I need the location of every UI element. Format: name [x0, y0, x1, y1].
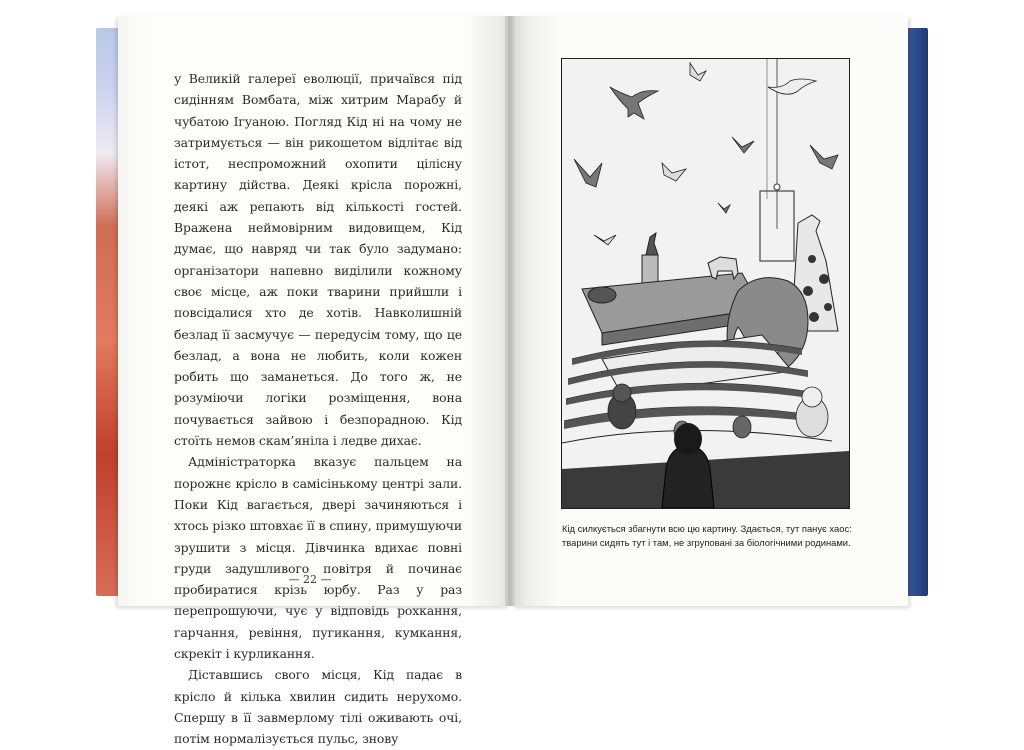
page-number: — 22 —	[288, 573, 332, 586]
illustration-frame	[561, 58, 850, 509]
auditorium-illustration	[562, 59, 849, 508]
paragraph-3: Діставшись свого місця, Кід падає в крісло й кілька хвилин сидить нерухомо. Спершу в її завмерлому тілі оживають очі, потім нормалізується пульс, знову	[174, 667, 462, 747]
illustration-caption: Кід силкується збагнути всю цю картину. Здається, тут панує хаос: тварини сидять тут і там, не згруповані за біологічними родинами.	[562, 523, 852, 548]
paragraph-1: у Великій галереї еволюції, причаївся під сидінням Вомбата, між хитрим Марабу й чубатою Ігуаною. Погляд Кід ні на чому не затримується — він рикошетом відлітає від істот, неспроможний охопити цілісну картину дійства. Деякі крісла порожні, деякі аж репають від кількості гостей. Вражена неймовірним видовищем, Кід думає, що навряд чи так було задумано: організатори напевно виділили кожному своє місце, аж поки тварини прийшли і повсідалися хто де хотів. Навколишній безлад її засмучує — передусім тому, що це безлад, а вона не любить, коли кожен робить що заманеться. До того ж, не розуміючи логіки розміщення, вона почувається зайвою і безпорадною. Кід стоїть немов скам’яніла і ледве дихає.	[174, 71, 462, 449]
book-gutter	[505, 16, 515, 606]
paragraph-2: Адміністраторка вказує пальцем на порожнє крісло в самісінькому центрі зали. Поки Кід вагається, двері зачиняються і хтось різко штовхає її в спину, примушуючи зрушити з місця. Дівчинка вдихає повні груди задушливого повітря й починає пробиратися крізь юрбу. Раз у раз перепрошуючи, чує у відповідь рохкання, гарчання, ревіння, пугикання, кумкання, скрекіт і курликання.	[174, 454, 462, 662]
left-page-text	[174, 68, 462, 750]
